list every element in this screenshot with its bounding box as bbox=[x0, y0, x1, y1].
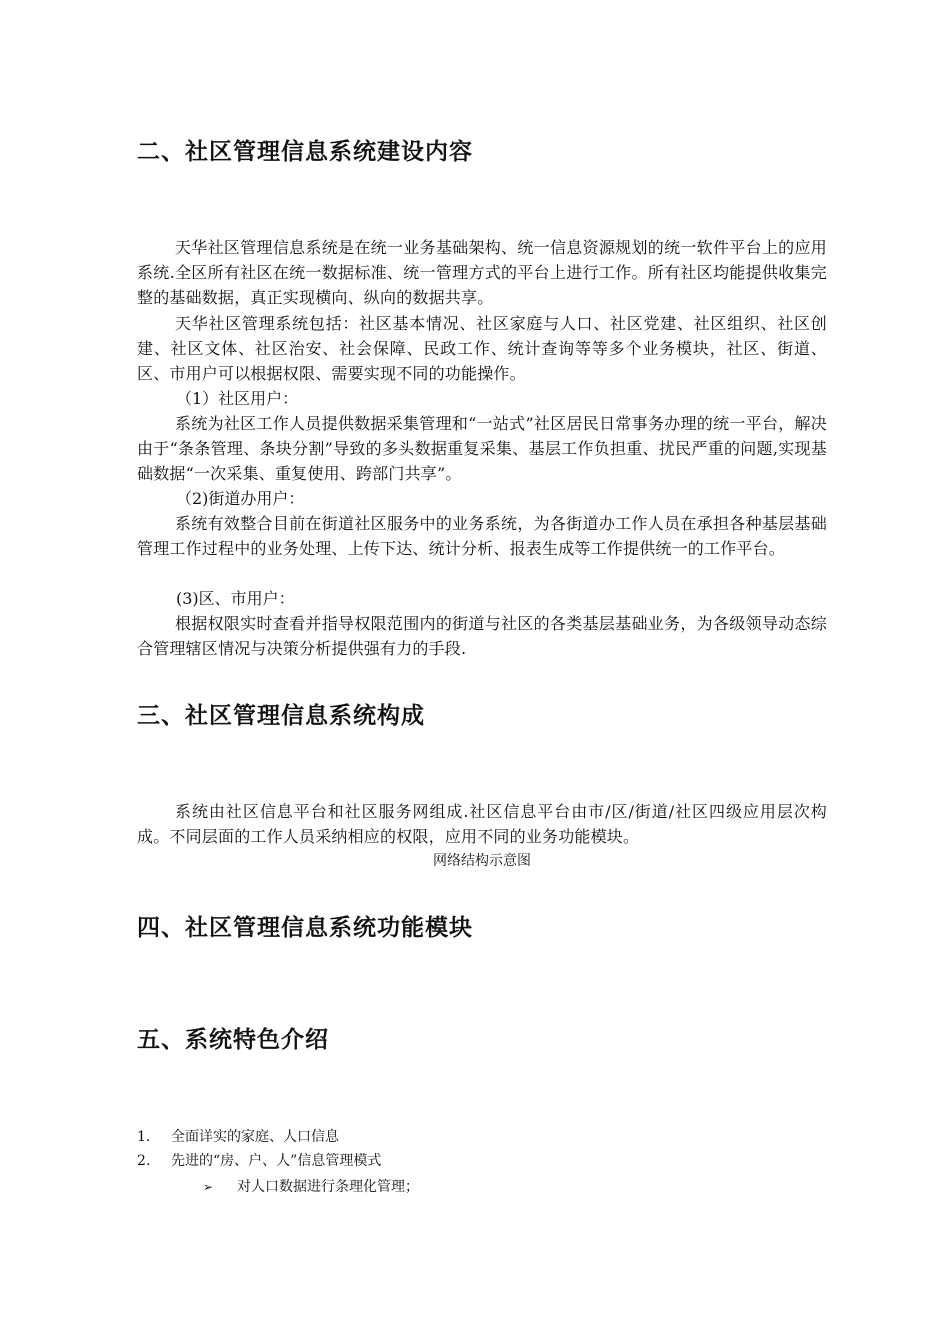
list-item bbox=[137, 1149, 381, 1173]
section-heading-5: 五、系统特色介绍 bbox=[137, 1027, 329, 1053]
list-number: 2. bbox=[137, 1153, 151, 1169]
paragraph-street-users: 系统有效整合目前在街道社区服务中的业务系统，为各街道办工作人员在承担各种基层基础管理工作过程中的业务处理、上传下达、统计分析、报表生成等工作提供统一的工作平台。 bbox=[137, 514, 827, 558]
paragraph-system-modules: 天华社区管理系统包括：社区基本情况、社区家庭与人口、社区党建、社区组织、社区创建、社区文体、社区治安、社会保障、民政工作、统计查询等等多个业务模块，社区、街道、区、市用户可以根据权限、需要实现不同的功能操作。 bbox=[137, 314, 827, 383]
section-heading-2: 二、社区管理信息系统建设内容 bbox=[137, 139, 473, 165]
paragraph-system-composition: 系统由社区信息平台和社区服务网组成.社区信息平台由市/区/街道/社区四级应用层次构成。不同层面的工作人员采纳相应的权限，应用不同的业务功能模块。 bbox=[137, 802, 827, 846]
feature-list bbox=[137, 1125, 381, 1173]
bullet-item bbox=[203, 1175, 419, 1199]
subheading-district-city-users: (3)区、市用户： bbox=[176, 589, 295, 608]
section-heading-4: 四、社区管理信息系统功能模块 bbox=[137, 915, 473, 941]
paragraph-intro: 天华社区管理信息系统是在统一业务基础架构、统一信息资源规划的统一软件平台上的应用系统.全区所有社区在统一数据标准、统一管理方式的平台上进行工作。所有社区均能提供收集完整的基础数据，真正实现横向、纵向的数据共享。 bbox=[137, 238, 827, 307]
section-heading-3: 三、社区管理信息系统构成 bbox=[137, 703, 425, 729]
figure-caption: 网络结构示意图 bbox=[433, 853, 531, 869]
list-item bbox=[137, 1125, 381, 1149]
subheading-street-users: （2)街道办用户： bbox=[176, 489, 305, 508]
list-item-text: 先进的“房、户、人”信息管理模式 bbox=[171, 1153, 382, 1169]
paragraph-district-city-users: 根据权限实时查看并指导权限范围内的街道与社区的各类基层基础业务，为各级领导动态综合管理辖区情况与决策分析提供强有力的手段. bbox=[137, 614, 827, 658]
arrowhead-bullet-icon: ➢ bbox=[203, 1180, 214, 1194]
paragraph-community-users: 系统为社区工作人员提供数据采集管理和“一站式”社区居民日常事务办理的统一平台，解决由于“条条管理、条块分割”导致的多头数据重复采集、基层工作负担重、扰民严重的问题,实现基础数据“一次采集、重复使用、跨部门共享”。 bbox=[137, 414, 827, 483]
subheading-community-users: （1）社区用户： bbox=[176, 389, 299, 408]
list-item-text: 全面详实的家庭、人口信息 bbox=[171, 1129, 339, 1145]
bullet-item-text: 对人口数据进行条理化管理； bbox=[237, 1179, 419, 1195]
list-number: 1. bbox=[137, 1129, 151, 1145]
